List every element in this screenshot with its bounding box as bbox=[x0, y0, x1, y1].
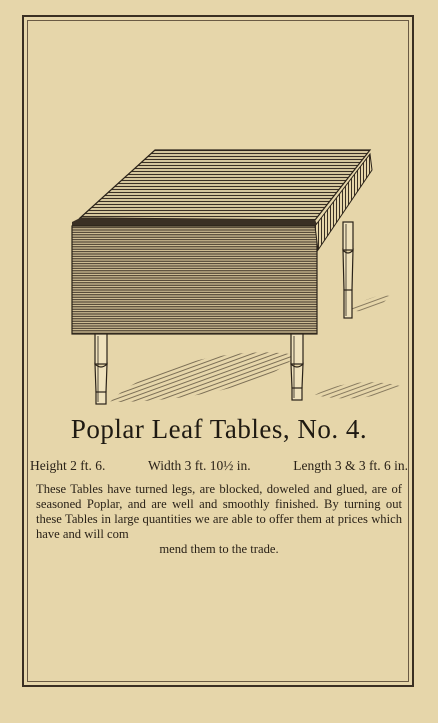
table-illustration bbox=[50, 140, 400, 415]
description-text: These Tables have turned legs, are blocked, doweled and glued, are of seasoned Poplar, and are well and smoothly finished. By turning out these Tables in large quantities we are able to offer them at prices which have and will com bbox=[36, 482, 402, 541]
page-title: Poplar Leaf Tables, No. 4. bbox=[70, 414, 368, 444]
height-spec: Height 2 ft. 6. bbox=[30, 458, 106, 473]
width-spec: Width 3 ft. 10½ in. bbox=[148, 458, 251, 473]
length-spec: Length 3 & 3 ft. 6 in. bbox=[293, 458, 408, 473]
dimensions-line bbox=[30, 458, 408, 474]
description-paragraph bbox=[36, 482, 402, 557]
description-end: mend them to the trade. bbox=[159, 542, 279, 556]
